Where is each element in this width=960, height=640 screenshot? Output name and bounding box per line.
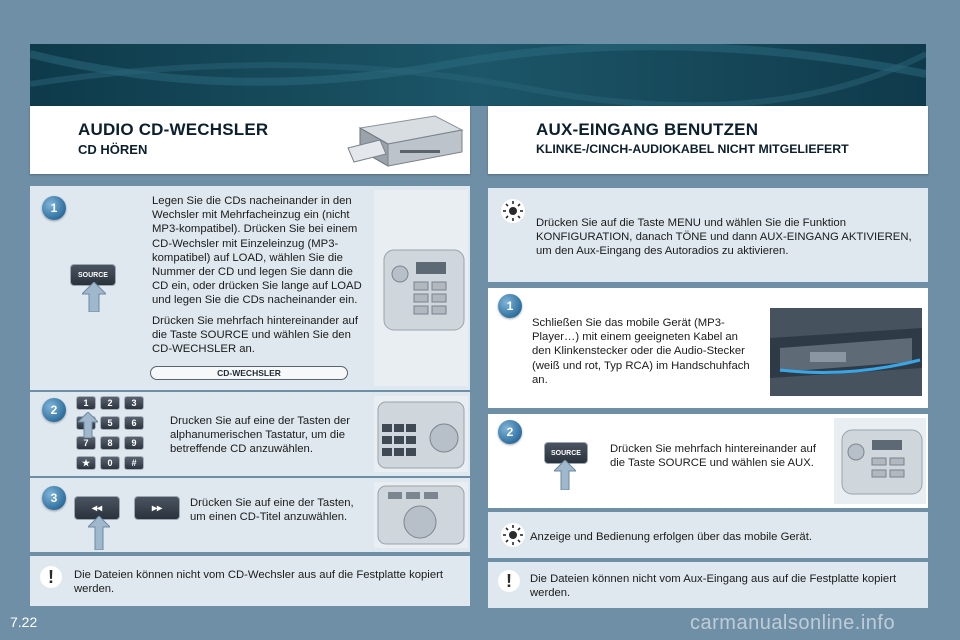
key-6[interactable]: 6 xyxy=(124,416,144,430)
left-warning-panel xyxy=(30,556,470,606)
left-title: AUDIO CD-WECHSLER xyxy=(78,120,269,139)
left-step3-panel xyxy=(30,478,470,552)
key-0[interactable]: 0 xyxy=(100,456,120,470)
key-1[interactable]: 1 xyxy=(76,396,96,410)
right-info1-panel xyxy=(488,188,928,282)
next-track-button[interactable]: ▸▸ xyxy=(134,496,180,520)
right-header xyxy=(488,106,928,174)
left-warning-text: Die Dateien können nicht vom CD-Wechsler aus auf die Festplatte kopiert werden. xyxy=(74,569,444,596)
arrow-up-icon xyxy=(82,282,106,312)
tip-icon xyxy=(500,522,526,548)
glovebox-photo xyxy=(770,308,922,396)
right-info2-text: Anzeige und Bedienung erfolgen über das mobile Gerät. xyxy=(530,531,812,543)
key-3[interactable]: 3 xyxy=(124,396,144,410)
step-badge: 1 xyxy=(498,294,522,318)
left-step1-panel xyxy=(30,186,470,390)
right-title: AUX-EINGANG BENUTZEN xyxy=(536,120,759,139)
previous-track-button[interactable]: ◂◂ xyxy=(74,496,120,520)
left-step2-panel xyxy=(30,392,470,476)
source-button[interactable]: SOURCE xyxy=(544,442,588,464)
step-badge: 3 xyxy=(42,486,66,510)
tip-icon xyxy=(500,198,526,224)
radio-photo xyxy=(374,190,468,386)
right-info1-text: Drücken Sie auf die Taste MENU und wählen Sie die Funktion KONFIGURATION, danach TÖNE und dann AUX-EINGANG AKTIVIEREN, um den Aux-Eingang des Autoradios zu aktivieren. xyxy=(536,217,912,258)
keypad-photo xyxy=(374,396,468,472)
right-step1-panel xyxy=(488,288,928,408)
radio-photo xyxy=(834,418,926,504)
right-step2-text: Drücken Sie mehrfach hintereinander auf die Taste SOURCE und wählen sie AUX. xyxy=(610,443,816,470)
left-step3-text: Drücken Sie auf eine der Tasten, um einen CD-Titel anzuwählen. xyxy=(190,497,354,524)
right-info2-panel xyxy=(488,512,928,558)
top-banner xyxy=(30,44,926,106)
key-star[interactable]: ★ xyxy=(76,456,96,470)
cd-changer-illustration xyxy=(340,110,468,172)
key-5[interactable]: 5 xyxy=(100,416,120,430)
right-warning-panel xyxy=(488,562,928,608)
key-hash[interactable]: # xyxy=(124,456,144,470)
left-header xyxy=(30,106,470,174)
left-subtitle: CD HÖREN xyxy=(78,142,148,157)
watermark: carmanualsonline.info xyxy=(690,612,896,634)
right-subtitle: KLINKE-/CINCH-AUDIOKABEL NICHT MITGELIEFERT xyxy=(536,142,849,156)
key-7[interactable]: 7 xyxy=(76,436,96,450)
warning-icon: ! xyxy=(40,566,62,588)
warning-icon: ! xyxy=(498,570,520,592)
step-badge: 2 xyxy=(42,398,66,422)
right-step2-panel xyxy=(488,414,928,508)
left-step2-text: Drucken Sie auf eine der Tasten der alphanumerischen Tastatur, um die betreffende CD anzuwählen. xyxy=(170,415,351,456)
source-button[interactable]: SOURCE xyxy=(70,264,116,286)
left-step1-para2: Drücken Sie mehrfach hintereinander auf die Taste SOURCE und wählen Sie den CD-WECHSLER an. xyxy=(152,314,358,356)
track-buttons-photo xyxy=(374,482,468,548)
display-label: CD-WECHSLER xyxy=(150,366,348,380)
right-step1-text: Schließen Sie das mobile Gerät (MP3-Player…) mit einem geeigneten Kabel an den Klinkenstecker oder die Audio-Stecker (weiß und rot, Typ RCA) im Handschuhfach an. xyxy=(532,317,750,386)
right-warning-text: Die Dateien können nicht vom Aux-Eingang aus auf die Festplatte kopiert werden. xyxy=(530,573,897,600)
arrow-up-icon xyxy=(554,460,576,490)
page-number: 7.22 xyxy=(10,614,38,630)
key-8[interactable]: 8 xyxy=(100,436,120,450)
key-2[interactable]: 2 xyxy=(100,396,120,410)
left-step1-para1: Legen Sie die CDs nacheinander in den Wechsler mit Mehrfacheinzug ein (nicht MP3-kompatibel). Drücken Sie bei einem CD-Wechsler mit Einzeleinzug (MP3-kompatibel) auf LOAD, wählen Sie die Nummer der CD und legen Sie dann die CD ein, oder drücken Sie lange auf LOAD und legen Sie die CDs nacheinander ein. xyxy=(152,195,362,307)
step-badge: 1 xyxy=(42,196,66,220)
key-9[interactable]: 9 xyxy=(124,436,144,450)
arrow-up-icon xyxy=(88,516,110,550)
arrow-up-icon xyxy=(78,412,98,438)
step-badge: 2 xyxy=(498,420,522,444)
left-step1-text xyxy=(152,194,370,362)
